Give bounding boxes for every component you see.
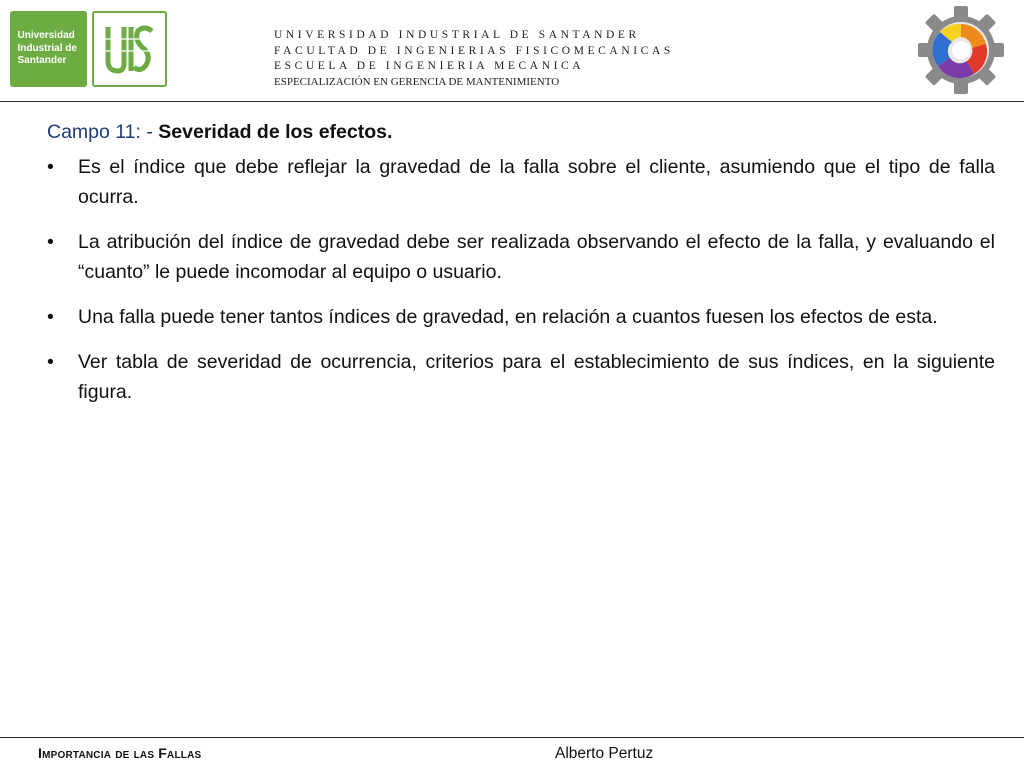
list-item [47,227,995,287]
institution-line-1: UNIVERSIDAD INDUSTRIAL DE SANTANDER [274,29,640,41]
section-title: Severidad de los efectos. [158,121,393,143]
institution-line-3: ESCUELA DE INGENIERIA MECANICA [274,60,585,72]
slide-body [47,118,995,422]
bullet-list [47,152,995,407]
header [0,0,1024,102]
list-item-text: Ver tabla de severidad de ocurrencia, criterios para el establecimiento de sus índices, en la siguiente figura. [78,351,995,403]
university-logo [10,11,87,87]
bullet-icon: • [47,231,54,253]
uis-logo-icon [92,11,167,87]
footer-topic: Importancia de las Fallas [38,745,202,761]
institution-line-2: FACULTAD DE INGENIERIAS FISICOMECANICAS [274,44,674,57]
footer-divider [0,737,1024,738]
list-item [47,302,995,332]
header-divider [0,101,1024,102]
university-logo-text: Universidad Industrial de Santander [17,30,77,67]
institution-heading [274,28,674,89]
gear-logo-graphic [916,4,1006,96]
bullet-icon: • [47,156,54,178]
list-item [47,152,995,212]
section-separator: - [140,121,159,143]
list-item-text: Una falla puede tener tantos índices de gravedad, en relación a cuantos fuesen los efectos de esta. [78,306,938,328]
list-item-text: Es el índice que debe reflejar la gravedad de la falla sobre el cliente, asumiendo que el tipo de falla ocurra. [78,156,995,208]
bullet-icon: • [47,306,54,328]
bullet-icon: • [47,351,54,373]
list-item-text: La atribución del índice de gravedad debe ser realizada observando el efecto de la falla, y evaluando el “cuanto” le puede incomodar al equipo o usuario. [78,231,995,283]
uis-logo-graphic [94,13,165,85]
institution-subline: ESPECIALIZACIÓN EN GERENCIA DE MANTENIMIENTO [274,75,560,88]
section-label: Campo 11: [47,121,141,143]
footer-author: Alberto Pertuz [555,745,654,762]
gear-logo-icon [916,4,1006,96]
section-heading [47,118,995,146]
list-item [47,347,995,407]
